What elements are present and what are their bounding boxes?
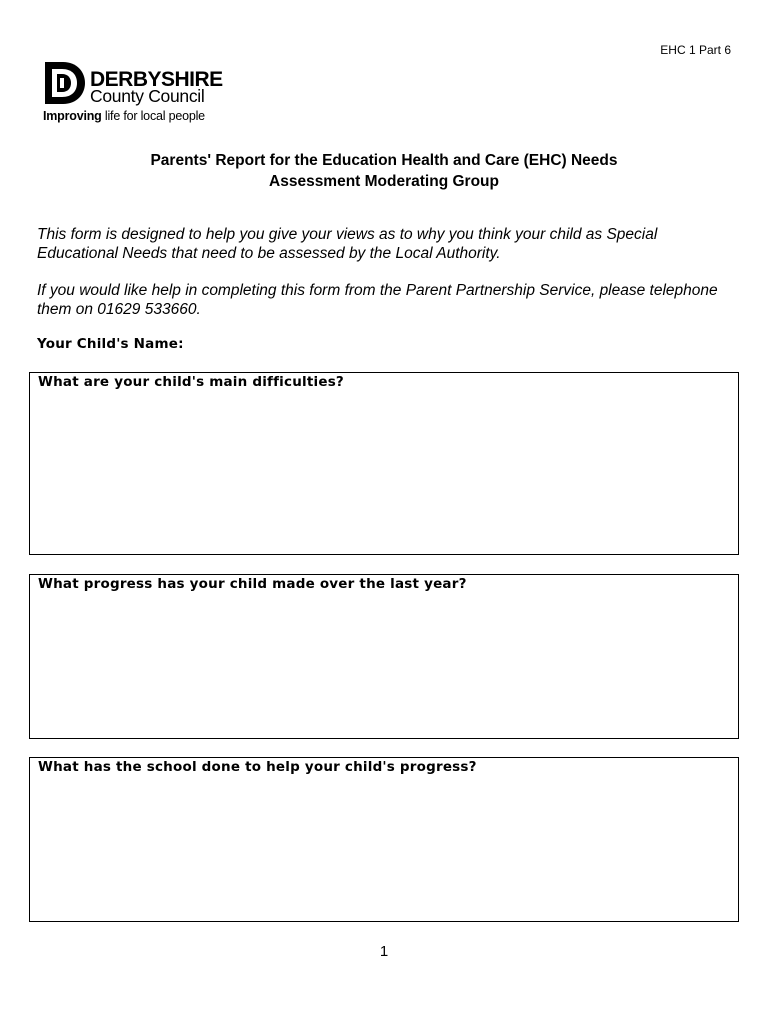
child-name-label: Your Child's Name: <box>37 336 184 352</box>
question-label: What are your child's main difficulties? <box>38 374 344 390</box>
logo-tagline-rest: life for local people <box>101 109 205 123</box>
logo-tagline <box>43 109 205 123</box>
intro-paragraph-1: This form is designed to help you give your views as to why you think your child as Special Educational Needs that need to be assessed by the Local Authority. <box>37 226 658 262</box>
intro-paragraph-2: If you would like help in completing this form from the Parent Partnership Service, please telephone them on 01629 533660. <box>37 282 718 318</box>
page-title <box>0 150 768 192</box>
page-number: 1 <box>379 943 389 960</box>
question-label: What progress has your child made over the last year? <box>38 576 467 592</box>
question-label: What has the school done to help your child's progress? <box>38 759 477 775</box>
answer-box-progress[interactable] <box>29 574 739 739</box>
document-reference: EHC 1 Part 6 <box>660 43 731 57</box>
title-line-2: Assessment Moderating Group <box>269 173 499 190</box>
derbyshire-d-mark-icon <box>43 60 87 106</box>
answer-box-school-help[interactable] <box>29 757 739 922</box>
answer-box-main-difficulties[interactable] <box>29 372 739 555</box>
title-line-1: Parents' Report for the Education Health and Care (EHC) Needs <box>150 152 618 169</box>
logo-name: DERBYSHIRE <box>90 68 223 91</box>
logo-tagline-bold: Improving <box>43 109 102 123</box>
logo-subname: County Council <box>90 86 205 106</box>
derbyshire-logo <box>43 60 223 124</box>
